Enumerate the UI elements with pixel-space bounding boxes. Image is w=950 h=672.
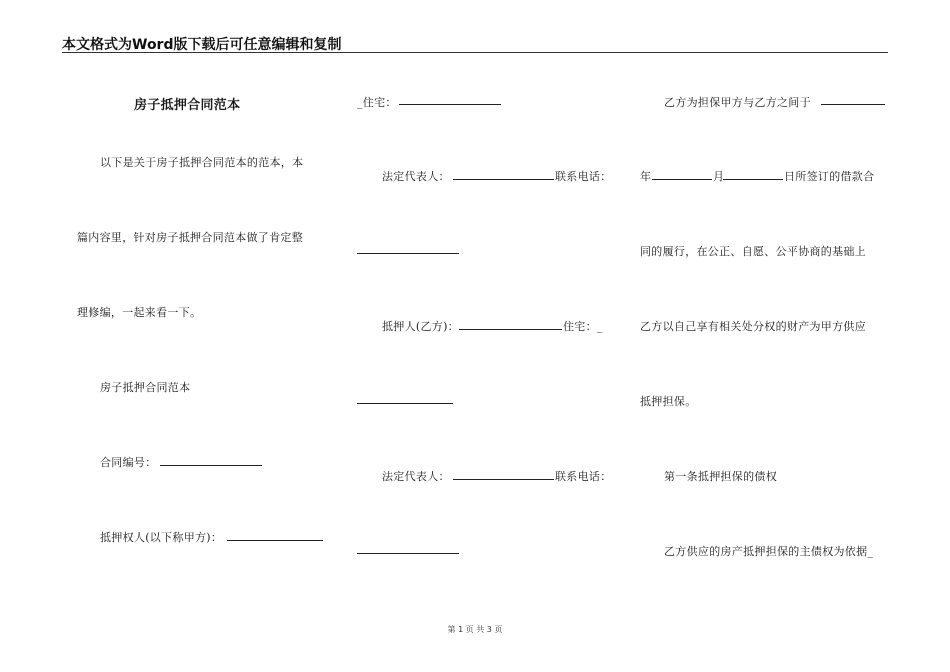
contract-subtitle: 房子抵押合同范本 [100,381,191,394]
intro-line-1: 以下是关于房子抵押合同范本的范本，本 [100,156,304,169]
mortgagee-blank [227,540,323,541]
phone-blank-1 [357,253,459,254]
phone-blank-2 [357,553,459,554]
residence-blank-1 [399,104,501,105]
guarantee-line-4: 乙方以自己享有相关处分权的财产为甲方供应 [640,320,866,333]
guarantee-line-5: 抵押担保。 [640,395,697,408]
legal-rep-blank-2 [453,479,554,480]
contract-number-blank [160,465,262,466]
mortgagor-blank [459,329,562,330]
month-label: 月 [713,170,725,183]
residence-label-1: _住宅： [357,96,397,109]
page-title: 房子抵押合同范本 [134,98,241,113]
guarantee-line-3: 同的履行，在公正、自愿、公平协商的基础上 [640,245,866,258]
day-label: 日所签订的借款合 [784,170,875,183]
document-header: 本文格式为Word版下载后可任意编辑和复制 [62,37,342,53]
header-rule [62,52,888,53]
year-label: 年 [640,170,652,183]
residence-blank-2 [357,403,453,404]
phone-label-1: 联系电话： [555,170,612,183]
page-number: 第 1 页 共 3 页 [447,625,503,634]
residence-label-2: 住宅：_ [563,320,603,333]
phone-label-2: 联系电话： [555,470,612,483]
guarantee-line-1: 乙方为担保甲方与乙方之间于 [664,96,811,109]
legal-rep-blank-1 [453,179,554,180]
guarantee-line-7: 乙方供应的房产抵押担保的主债权为依据_ [664,545,874,558]
intro-line-3: 理修编，一起来看一下。 [77,306,202,319]
legal-rep-label-1: 法定代表人： [382,170,450,183]
contract-number-label: 合同编号： [100,456,157,469]
mortgagee-label: 抵押权人(以下称甲方)： [100,531,223,544]
intro-line-2: 篇内容里，针对房子抵押合同范本做了肯定整 [77,231,303,244]
legal-rep-label-2: 法定代表人： [382,470,450,483]
date-blank [821,104,885,105]
year-blank [652,179,712,180]
mortgagor-label: 抵押人(乙方)： [382,320,459,333]
article-1-heading: 第一条抵押担保的债权 [664,470,777,483]
month-blank [723,179,783,180]
